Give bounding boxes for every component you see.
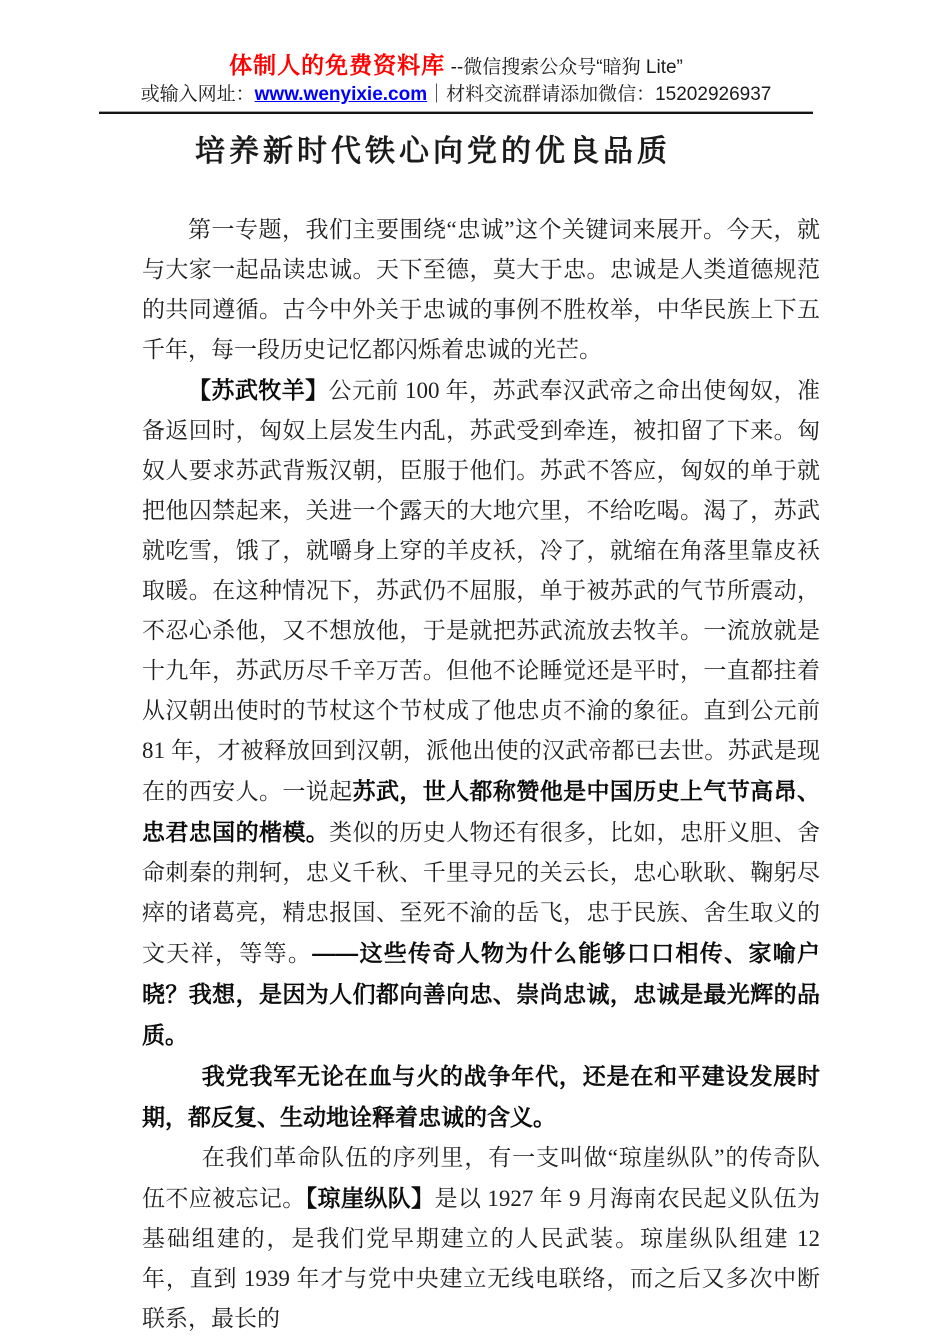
- text-run: 【苏武牧羊】: [188, 377, 329, 403]
- document-header: [99, 52, 813, 114]
- text-run: 是以 1927 年 9 月海南农民起义队伍为基础组建的，是我们党早期建立的人民武装。琼崖纵队组建 12 年，直到 1939 年才与党中央建立无线电联络，而之后又多次中断联系，最长的: [142, 1186, 821, 1331]
- header-divider: [99, 112, 813, 114]
- document-body: [142, 210, 820, 1339]
- header-brand-note: --微信搜索公众号“暗狗 Lite”: [450, 57, 683, 78]
- header-contact-suffix: ｜材料交流群请添加微信：15202926937: [427, 84, 772, 105]
- header-brand-text: 体制人的免费资料库: [229, 52, 446, 78]
- header-url-prefix: 或输入网址：: [140, 84, 255, 105]
- text-run: 公元前 100 年，苏武奉汉武帝之命出使匈奴，准备返回时，匈奴上层发生内乱，苏武受到牵连，被扣留了下来。匈奴人要求苏武背叛汉朝，臣服于他们。苏武不答应，匈奴的单于就把他囚禁起来，关进一个露天的大地穴里，不给吃喝。渴了，苏武就吃雪，饿了，就嚼身上穿的羊皮袄，冷了，就缩在角落里靠皮袄取暖。在这种情况下，苏武仍不屈服，单于被苏武的气节所震动，不忍心杀他，又不想放他，于是就把苏武流放去牧羊。一流放就是十九年，苏武历尽千辛万苦。但他不论睡觉还是平时，一直都拄着从汉朝出使时的节杖这个节杖成了他忠贞不渝的象征。直到公元前 81 年，才被释放回到汉朝，派他出使的汉武帝都已去世。苏武是现在的西安人。一说起: [142, 378, 821, 804]
- text-run: 类似的历史人物还有很多，比如，忠肝义胆、舍命刺秦的荆轲，忠义千秋、千里寻兄的关云长，忠心耿耿、鞠躬尽瘁的诸葛亮，精忠报国、至死不渝的岳飞，忠于民族、舍生取义的文天祥，等等。: [142, 820, 821, 966]
- text-run: 【琼崖纵队】: [305, 1185, 435, 1211]
- text-run: 苏武，世人都称赞他是中国历史上气节高昂、忠君忠国的楷模。: [142, 778, 821, 845]
- paragraph-suwu-story: [142, 370, 820, 1056]
- header-url-link[interactable]: www.wenyixie.com: [254, 84, 428, 105]
- text-run: 在我们革命队伍的序列里，有一支叫做“琼崖纵队”的传奇队伍不应被忘记。: [142, 1145, 820, 1211]
- header-line-1: [99, 52, 813, 81]
- text-run: 我党我军无论在血与火的战争年代，还是在和平建设发展时期，都反复、生动地诠释着忠诚的含义。: [142, 1063, 820, 1130]
- document-title: 培养新时代铁心向党的优良品质: [195, 135, 671, 168]
- paragraph-qiongya-column: [142, 1138, 820, 1339]
- text-run: 第一专题，我们主要围绕“忠诚”这个关键词来展开。今天，就与大家一起品读忠诚。天下至德，莫大于忠。忠诚是人类道德规范的共同遵循。古今中外关于忠诚的事例不胜枚举，中华民族上下五千年，每一段历史记忆都闪烁着忠诚的光芒。: [142, 217, 820, 362]
- paragraph-intro: [142, 210, 820, 370]
- text-run: ——这些传奇人物为什么能够口口相传、家喻户晓？我想，是因为人们都向善向忠、崇尚忠诚，忠诚是最光辉的品质。: [142, 940, 821, 1048]
- paragraph-party-army: [142, 1056, 820, 1138]
- header-line-2: [99, 82, 813, 107]
